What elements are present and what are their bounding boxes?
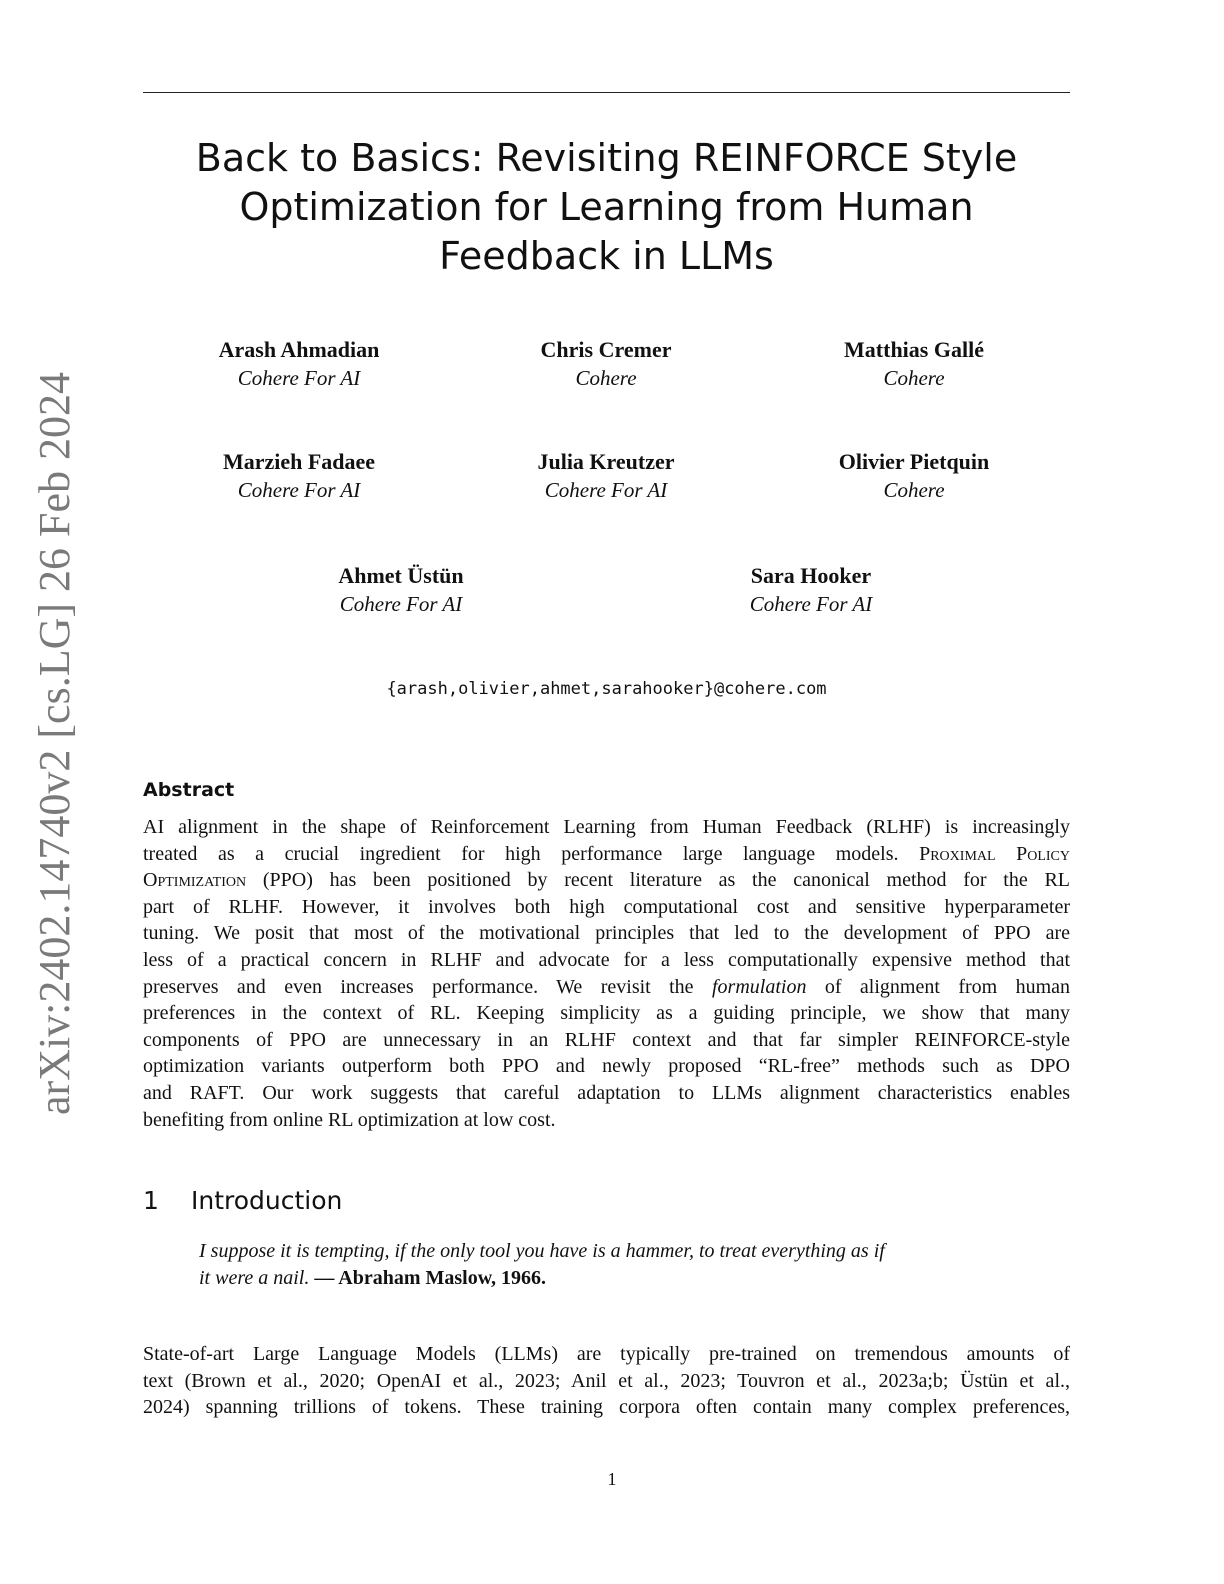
author-name: Matthias Gallé bbox=[844, 337, 984, 362]
author-block bbox=[456, 448, 756, 504]
abstract-line bbox=[143, 841, 1070, 868]
author-affiliation: Cohere For AI bbox=[237, 478, 361, 502]
arxiv-identifier-stamp: arXiv:2402.14740v2 [cs.LG] 26 Feb 2024 bbox=[30, 371, 79, 1115]
introduction-body bbox=[143, 1341, 1070, 1421]
author-name: Chris Cremer bbox=[540, 337, 672, 362]
method-name-smallcaps: Optimization bbox=[143, 869, 247, 892]
author-affiliation: Cohere bbox=[883, 366, 945, 390]
author-affiliation: Cohere bbox=[883, 478, 945, 502]
author-name: Marzieh Fadaee bbox=[222, 449, 376, 474]
abstract-line bbox=[143, 974, 1070, 1001]
abstract-line: optimization variants outperform both PPO and newly proposed “RL-free” methods such as DPO bbox=[143, 1055, 1070, 1078]
abstract-text: (PPO) has been positioned by recent literature as the canonical method for the RL bbox=[262, 869, 1071, 892]
abstract-line: and RAFT. Our work suggests that careful adaptation to LLMs alignment characteristics enables bbox=[143, 1081, 1070, 1104]
author-block bbox=[149, 336, 449, 392]
author-block bbox=[251, 562, 551, 618]
abstract-line: part of RLHF. However, it involves both high computational cost and sensitive hyperparameter bbox=[143, 895, 1070, 918]
abstract-line: AI alignment in the shape of Reinforcement Learning from Human Feedback (RLHF) is increasingly bbox=[143, 816, 1070, 838]
contact-email: {arash,olivier,ahmet,sarahooker}@cohere.com bbox=[386, 679, 827, 699]
emphasized-term: formulation bbox=[711, 975, 807, 998]
abstract-body bbox=[143, 814, 1070, 1133]
paper-title: Back to Basics: Revisiting REINFORCE Style Optimization for Learning from Human Feedback in LLMs bbox=[195, 136, 1018, 278]
quote-attribution: — Abraham Maslow, 1966. bbox=[314, 1267, 547, 1289]
author-block bbox=[456, 336, 756, 392]
author-block bbox=[149, 448, 449, 504]
author-name: Olivier Pietquin bbox=[838, 449, 990, 474]
author-name: Julia Kreutzer bbox=[537, 449, 675, 474]
abstract-heading: Abstract bbox=[143, 779, 235, 801]
author-name: Ahmet Üstün bbox=[338, 563, 464, 588]
abstract-text: preserves and even increases performance. We revisit the bbox=[143, 975, 694, 998]
author-affiliation: Cohere bbox=[575, 366, 637, 390]
author-block bbox=[661, 562, 961, 618]
author-affiliation: Cohere For AI bbox=[237, 366, 361, 390]
author-block bbox=[764, 448, 1064, 504]
epigraph-quote bbox=[199, 1238, 1019, 1292]
author-affiliation: Cohere For AI bbox=[544, 478, 668, 502]
body-line: 2024) spanning trillions of tokens. These training corpora often contain many complex preferences, bbox=[143, 1396, 1070, 1419]
author-name: Sara Hooker bbox=[750, 563, 872, 588]
quote-text: it were a nail. bbox=[199, 1267, 310, 1289]
abstract-line: tuning. We posit that most of the motivational principles that led to the development of PPO are bbox=[143, 922, 1070, 945]
abstract-line bbox=[143, 867, 1070, 894]
top-rule bbox=[143, 92, 1070, 93]
author-block bbox=[764, 336, 1064, 392]
author-affiliation: Cohere For AI bbox=[339, 592, 463, 616]
author-name: Arash Ahmadian bbox=[218, 337, 380, 362]
method-name-smallcaps: Proximal Policy bbox=[919, 842, 1071, 865]
abstract-line: components of PPO are unnecessary in an RLHF context and that far simpler REINFORCE-style bbox=[143, 1028, 1070, 1051]
quote-line: I suppose it is tempting, if the only tool you have is a hammer, to treat everything as if bbox=[199, 1240, 885, 1262]
abstract-line: preferences in the context of RL. Keeping simplicity as a guiding principle, we show that many bbox=[143, 1002, 1070, 1025]
body-line: State-of-art Large Language Models (LLMs) are typically pre-trained on tremendous amounts of bbox=[143, 1343, 1070, 1365]
page-number: 1 bbox=[607, 1469, 617, 1489]
abstract-text: of alignment from human bbox=[824, 975, 1071, 998]
section-title: Introduction bbox=[191, 1186, 343, 1215]
abstract-line: benefiting from online RL optimization at low cost. bbox=[143, 1108, 556, 1131]
quote-line bbox=[199, 1265, 1019, 1292]
section-heading-introduction bbox=[143, 1184, 342, 1218]
author-affiliation: Cohere For AI bbox=[749, 592, 873, 616]
body-line: text (Brown et al., 2020; OpenAI et al., 2023; Anil et al., 2023; Touvron et al., 2023a;b; Üstün et al., bbox=[143, 1369, 1070, 1392]
abstract-text: treated as a crucial ingredient for high performance large language models. bbox=[143, 842, 899, 865]
abstract-line: less of a practical concern in RLHF and advocate for a less computationally expensive method that bbox=[143, 948, 1070, 971]
section-number: 1 bbox=[143, 1186, 159, 1215]
